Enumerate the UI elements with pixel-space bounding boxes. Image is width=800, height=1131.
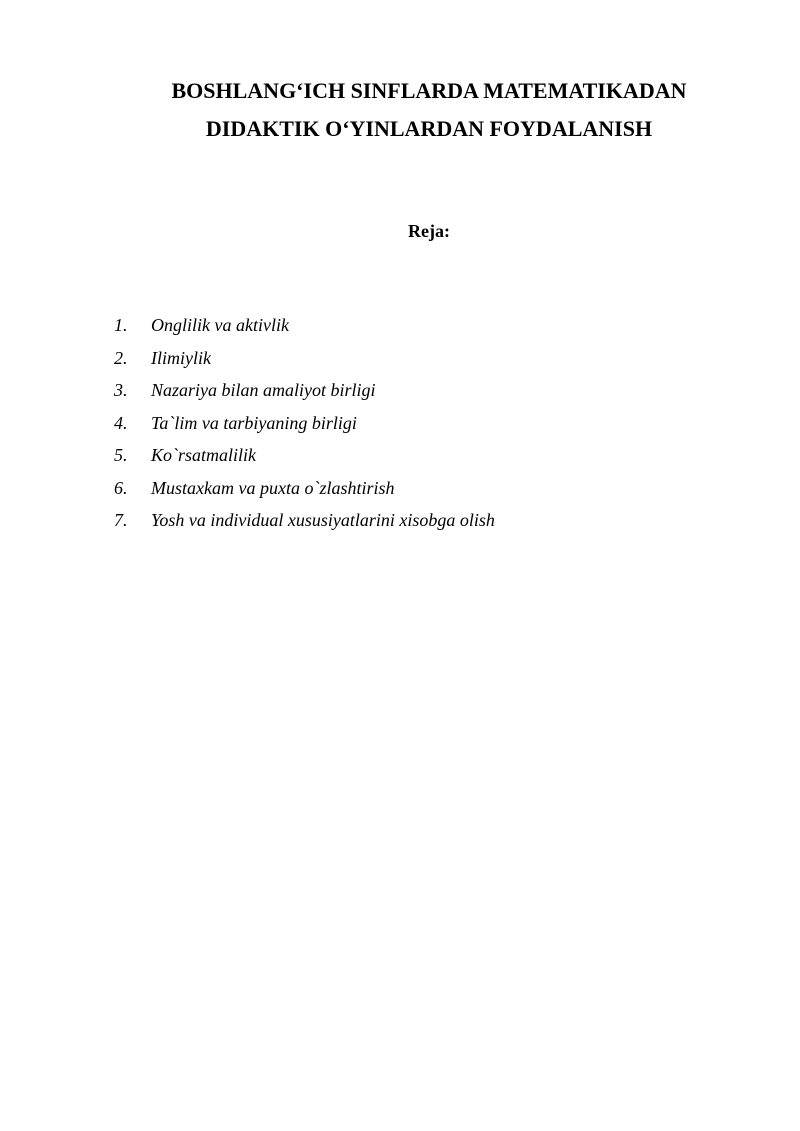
plan-item-text: Ta`lim va tarbiyaning birligi: [151, 412, 357, 433]
plan-item-3: [114, 374, 495, 407]
plan-item-5: [114, 439, 495, 472]
title-line-1: BOSHLANG‘ICH SINFLARDA MATEMATIKADAN: [171, 78, 687, 103]
plan-list: [114, 309, 495, 537]
plan-item-text: Yosh va individual xususiyatlarini xisobga olish: [151, 510, 495, 530]
plan-item-text: Ilimiylik: [151, 347, 211, 368]
plan-item-text: Mustaxkam va puxta o`zlashtirish: [151, 477, 395, 498]
plan-item-number: 7.: [114, 510, 128, 530]
plan-item-number: 3.: [114, 380, 128, 400]
plan-item-text: Onglilik va aktivlik: [151, 315, 289, 335]
plan-item-number: 5.: [114, 445, 128, 465]
plan-item-4: [114, 407, 495, 440]
plan-item-number: 1.: [114, 315, 128, 335]
plan-item-number: 6.: [114, 477, 128, 498]
document-title: [0, 72, 800, 148]
plan-item-2: [114, 342, 495, 375]
plan-item-7: [114, 504, 495, 537]
plan-item-number: 4.: [114, 412, 128, 433]
plan-item-1: [114, 309, 495, 342]
plan-item-text: Nazariya bilan amaliyot birligi: [151, 380, 376, 400]
plan-item-number: 2.: [114, 347, 128, 368]
plan-item-6: [114, 472, 495, 505]
plan-item-text: Ko`rsatmalilik: [151, 445, 257, 465]
title-line-2: DIDAKTIK O‘YINLARDAN FOYDALANISH: [205, 116, 653, 141]
plan-heading: Reja:: [408, 221, 450, 241]
